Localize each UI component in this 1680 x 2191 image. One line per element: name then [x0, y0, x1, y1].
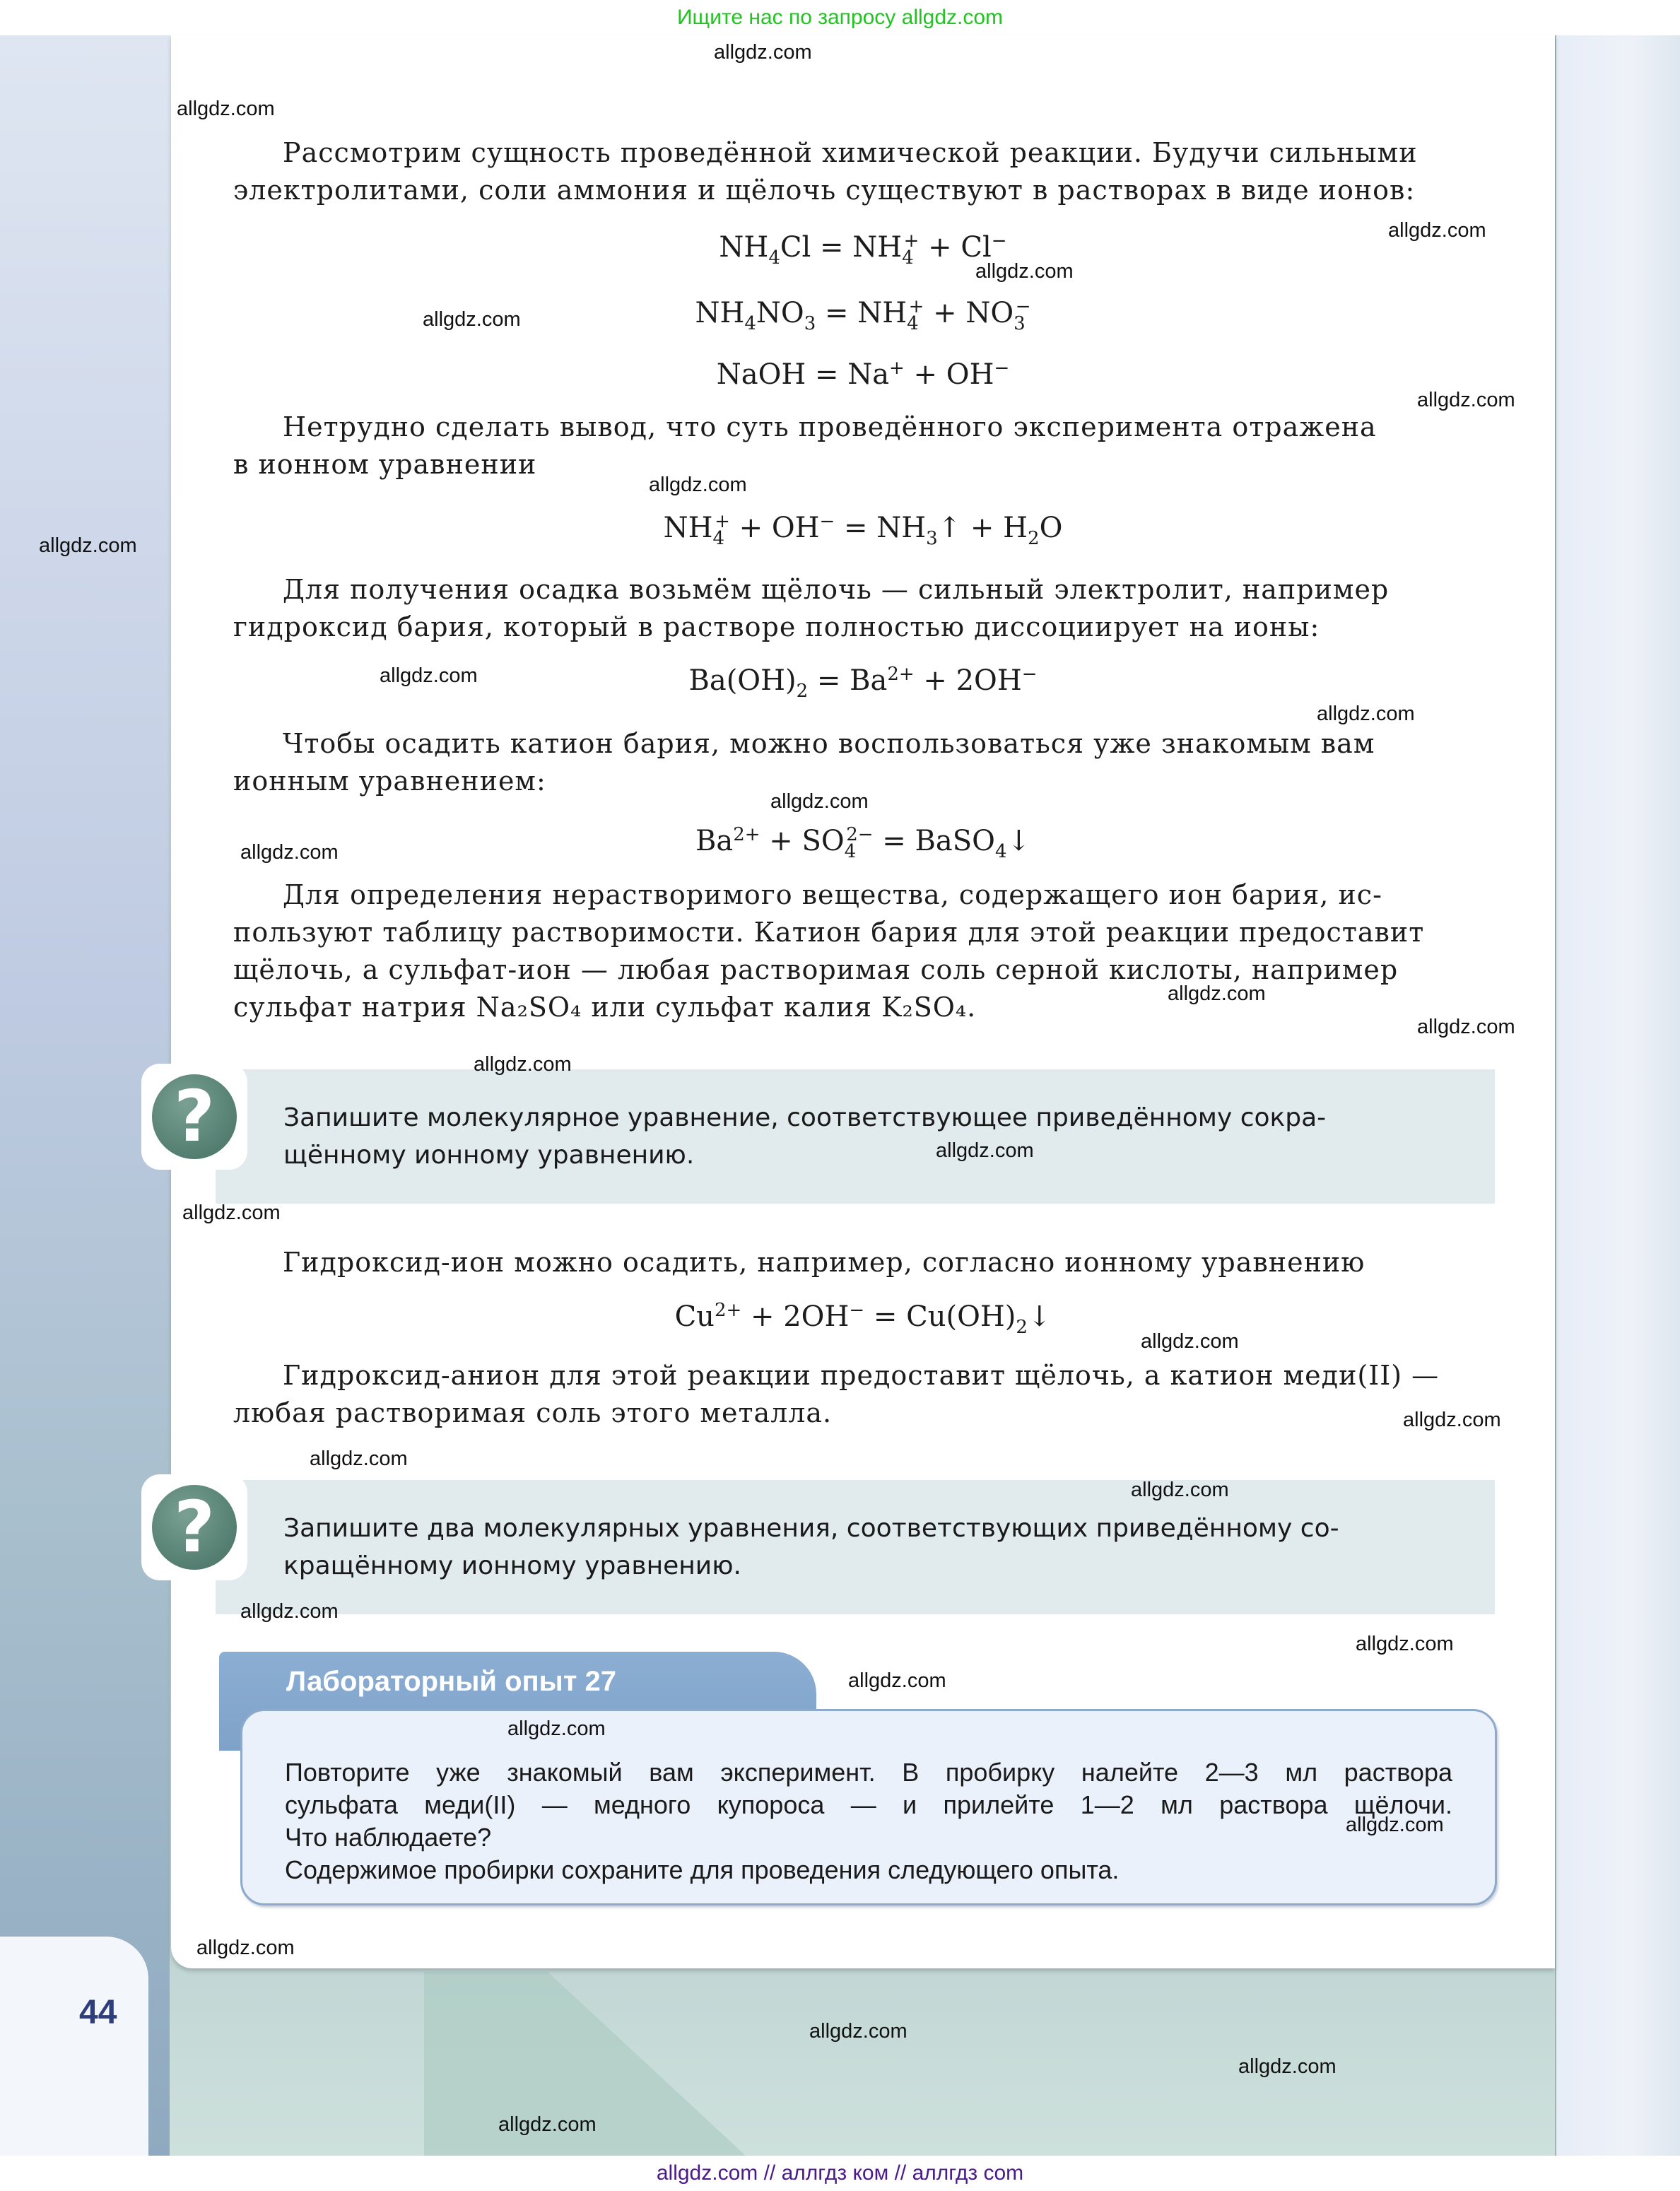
- watermark: allgdz.com: [498, 2113, 597, 2136]
- paragraph-line: Чтобы осадить катион бария, можно воспользоваться уже знакомым вам: [283, 728, 1375, 759]
- watermark: allgdz.com: [474, 1053, 572, 1076]
- lab-line: Что наблюдаете?: [285, 1823, 492, 1852]
- watermark: allgdz.com: [196, 1937, 295, 1959]
- page-number-tab: [0, 1937, 148, 2156]
- equation-nh4no3: $NH_4NO_3 = NH_4^+ + NO_3^-$: [695, 296, 1031, 334]
- lab-line: сульфата меди(II) — медного купороса — и прилейте 1—2 мл раствора щёлочи.: [285, 1790, 1452, 1819]
- watermark: allgdz.com: [240, 1600, 339, 1623]
- watermark: allgdz.com: [936, 1139, 1034, 1162]
- watermark: allgdz.com: [975, 260, 1074, 283]
- question-mark-icon: ?: [152, 1485, 237, 1570]
- paragraph-4: [233, 725, 1493, 800]
- watermark: allgdz.com: [1417, 389, 1515, 411]
- paragraph-line: ионным уравнением:: [233, 765, 546, 797]
- watermark: allgdz.com: [1346, 1814, 1444, 1836]
- question-icon: [141, 1474, 247, 1580]
- bottom-decor: [170, 1968, 1555, 2156]
- question-box-1: [173, 1069, 1495, 1204]
- watermark: allgdz.com: [380, 664, 478, 687]
- question-icon: [141, 1064, 247, 1170]
- watermark: allgdz.com: [1238, 2055, 1337, 2078]
- watermark: allgdz.com: [240, 841, 339, 864]
- equation-cuoh2: $Cu^{2+} + 2OH^-$ = $Cu(OH)_2↓$: [674, 1300, 1052, 1338]
- paragraph-line: любая растворимая соль этого металла.: [233, 1397, 833, 1428]
- equation-ammonia-ionic: $NH_4^+ + OH^-$ = $NH_3↑ + H_2O$: [663, 511, 1063, 549]
- watermark: allgdz.com: [507, 1717, 606, 1740]
- paragraph-line: сульфат натрия Na₂SO₄ или сульфат калия K₂SO₄.: [233, 992, 977, 1023]
- top-banner[interactable]: Ищите нас по запросу allgdz.com: [0, 0, 1680, 35]
- lab-title: Лабораторный опыт 27: [286, 1666, 617, 1697]
- watermark: allgdz.com: [809, 2020, 907, 2043]
- paragraph-line: Для определения нерастворимого вещества, содержащего ион бария, ис-: [283, 879, 1382, 910]
- watermark: allgdz.com: [310, 1447, 408, 1470]
- lab-instructions: [285, 1756, 1452, 1886]
- watermark: allgdz.com: [770, 790, 869, 813]
- lab-body: [240, 1709, 1497, 1905]
- watermark: allgdz.com: [423, 308, 521, 331]
- lab-line: Содержимое пробирки сохраните для проведения следующего опыта.: [285, 1855, 1120, 1884]
- question-line: Запишите два молекулярных уравнения, соответствующих приведённому со-: [283, 1514, 1339, 1543]
- paragraph-line: электролитами, соли аммония и щёлочь существуют в растворах в виде ионов:: [233, 175, 1416, 206]
- lab-line: Повторите уже знакомый вам эксперимент. В пробирку налейте 2—3 мл раствора: [285, 1758, 1452, 1787]
- watermark: allgdz.com: [1131, 1479, 1229, 1501]
- question-box-2: [173, 1480, 1495, 1614]
- right-edge-strip: [1555, 35, 1680, 2156]
- paragraph-line: Рассмотрим сущность проведённой химической реакции. Будучи сильными: [283, 137, 1418, 168]
- watermark: allgdz.com: [39, 534, 137, 557]
- watermark: allgdz.com: [1141, 1330, 1239, 1353]
- question-text: [283, 1099, 1452, 1174]
- paragraph-6: [233, 1244, 1493, 1281]
- equation-nh4cl: $NH_4Cl = NH_4^+ + Cl^-$: [719, 230, 1007, 269]
- paragraph-line: гидроксид бария, который в растворе полностью диссоциирует на ионы:: [233, 611, 1320, 642]
- watermark: allgdz.com: [182, 1202, 281, 1224]
- paragraph-5: [233, 876, 1493, 1026]
- page-number: 44: [79, 1994, 117, 2031]
- equation-naoh: NaOH = Na+ + OH−: [716, 358, 1010, 391]
- watermark: allgdz.com: [1417, 1016, 1515, 1038]
- paragraph-line: Гидроксид-анион для этой реакции предоставит щёлочь, а катион меди(II) —: [283, 1360, 1440, 1391]
- watermark: allgdz.com: [1317, 703, 1415, 725]
- equation-baoh2: $Ba(OH)_2 = Ba^{2+} + 2OH^-$: [688, 664, 1038, 702]
- watermark: allgdz.com: [1168, 982, 1266, 1005]
- paragraph-line: Гидроксид-ион можно осадить, например, согласно ионному уравнению: [283, 1247, 1365, 1278]
- paragraph-7: [233, 1357, 1493, 1432]
- paragraph-2: [233, 409, 1493, 483]
- paragraph-line: в ионном уравнении: [233, 449, 537, 480]
- paragraph-1: [233, 134, 1493, 209]
- watermark: allgdz.com: [848, 1669, 946, 1692]
- watermark: allgdz.com: [1388, 219, 1486, 242]
- watermark: allgdz.com: [649, 474, 747, 496]
- paragraph-line: пользуют таблицу растворимости. Катион бария для этой реакции предоставит: [233, 917, 1425, 948]
- question-mark-icon: ?: [152, 1074, 237, 1159]
- equation-baso4: $Ba^{2+} + SO_4^{2-}$ = BaSO$_4$↓: [695, 824, 1031, 862]
- paragraph-line: щёлочь, а сульфат-ион — любая растворимая соль серной кислоты, например: [233, 954, 1399, 985]
- bottom-banner[interactable]: allgdz.com // аллгдз ком // аллгдз com: [0, 2156, 1680, 2191]
- question-line: щённому ионному уравнению.: [283, 1141, 695, 1170]
- watermark: allgdz.com: [1356, 1633, 1454, 1655]
- watermark: allgdz.com: [177, 98, 275, 120]
- question-line: кращённому ионному уравнению.: [283, 1551, 741, 1580]
- paragraph-line: Для получения осадка возьмём щёлочь — сильный электролит, например: [283, 574, 1390, 605]
- watermark: allgdz.com: [714, 41, 812, 64]
- watermark: allgdz.com: [1403, 1409, 1501, 1431]
- paragraph-3: [233, 571, 1493, 646]
- question-text: [283, 1510, 1452, 1585]
- paragraph-line: Нетрудно сделать вывод, что суть проведённого эксперимента отражена: [283, 411, 1377, 442]
- question-line: Запишите молекулярное уравнение, соответствующее приведённому сокра-: [283, 1103, 1327, 1132]
